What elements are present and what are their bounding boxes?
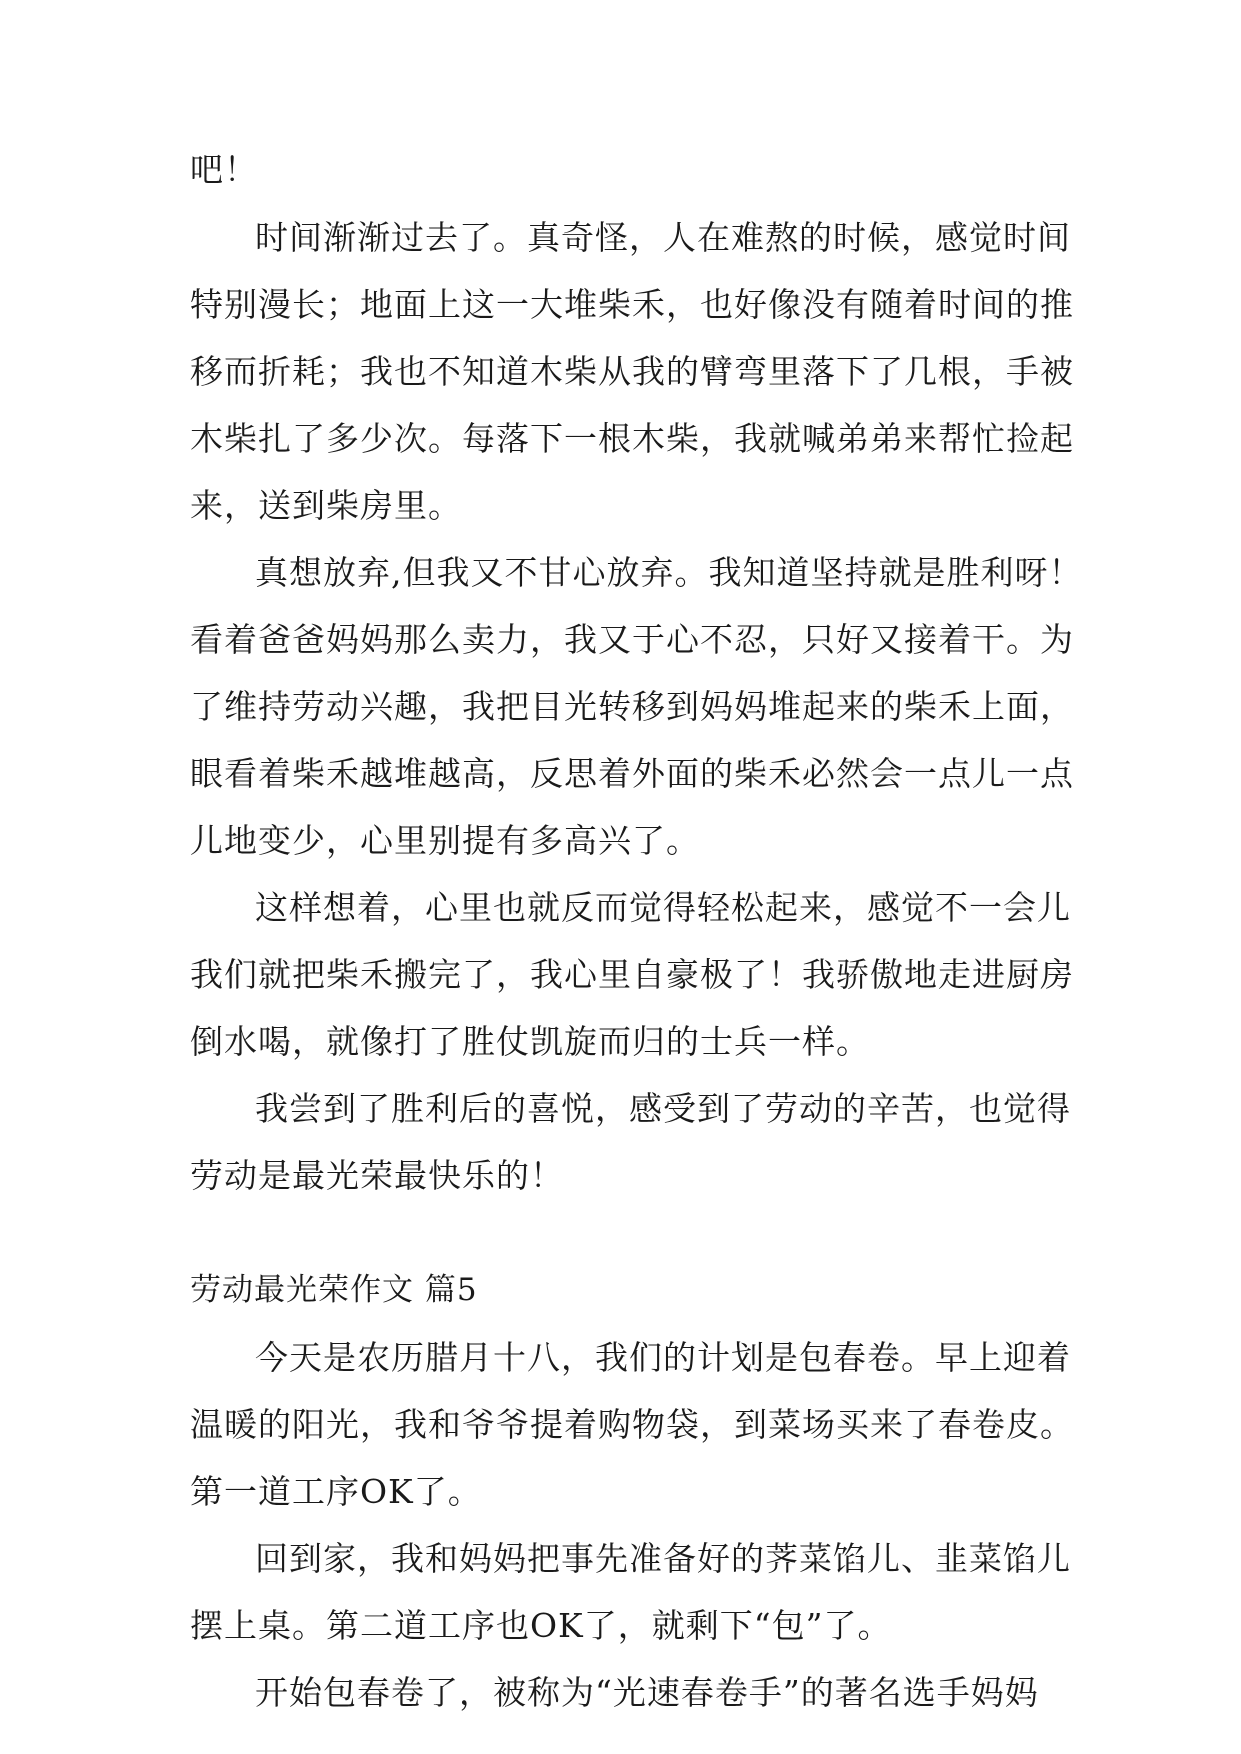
paragraph-start-line: 开始包春卷了，被称为“光速春卷手”的著名选手妈妈 [255, 1673, 1039, 1712]
text-line: 了维持劳动兴趣，我把目光转移到妈妈堆起来的柴禾上面， [190, 687, 1074, 726]
paragraph-start-line: 时间渐渐过去了。真奇怪，人在难熬的时候，感觉时间 [255, 218, 1071, 257]
text-line: 劳动是最光荣最快乐的！ [190, 1156, 564, 1195]
text-line: 儿地变少，心里别提有多高兴了。 [190, 821, 700, 860]
text-line: 移而折耗；我也不知道木柴从我的臂弯里落下了几根，手被 [190, 352, 1074, 391]
paragraph-start-line: 我尝到了胜利后的喜悦，感受到了劳动的辛苦，也觉得 [255, 1089, 1071, 1128]
text-line: 第一道工序OK了。 [190, 1472, 482, 1511]
paragraph-start-line: 回到家，我和妈妈把事先准备好的荠菜馅儿、韭菜馅儿 [255, 1539, 1071, 1578]
text-line: 特别漫长；地面上这一大堆柴禾，也好像没有随着时间的推 [190, 285, 1074, 324]
paragraph-start-line: 真想放弃,但我又不甘心放弃。我知道坚持就是胜利呀！ [255, 553, 1083, 592]
paragraph-start-line: 今天是农历腊月十八，我们的计划是包春卷。早上迎着 [255, 1338, 1071, 1377]
section-heading: 劳动最光荣作文 篇5 [190, 1272, 478, 1308]
text-line: 我们就把柴禾搬完了，我心里自豪极了！我骄傲地走进厨房 [190, 955, 1074, 994]
paragraph-start-line: 这样想着，心里也就反而觉得轻松起来，感觉不一会儿 [255, 888, 1071, 927]
text-line: 看着爸爸妈妈那么卖力，我又于心不忍，只好又接着干。为 [190, 620, 1074, 659]
text-line: 倒水喝，就像打了胜仗凯旋而归的士兵一样。 [190, 1022, 870, 1061]
text-line: 木柴扎了多少次。每落下一根木柴，我就喊弟弟来帮忙捡起 [190, 419, 1074, 458]
text-line: 温暖的阳光，我和爷爷提着购物袋，到菜场买来了春卷皮。 [190, 1405, 1074, 1444]
text-line: 眼看着柴禾越堆越高，反思着外面的柴禾必然会一点儿一点 [190, 754, 1074, 793]
text-line: 吧！ [190, 150, 258, 189]
text-line: 来，送到柴房里。 [190, 486, 462, 525]
text-line: 摆上桌。第二道工序也OK了，就剩下“包”了。 [190, 1606, 892, 1645]
